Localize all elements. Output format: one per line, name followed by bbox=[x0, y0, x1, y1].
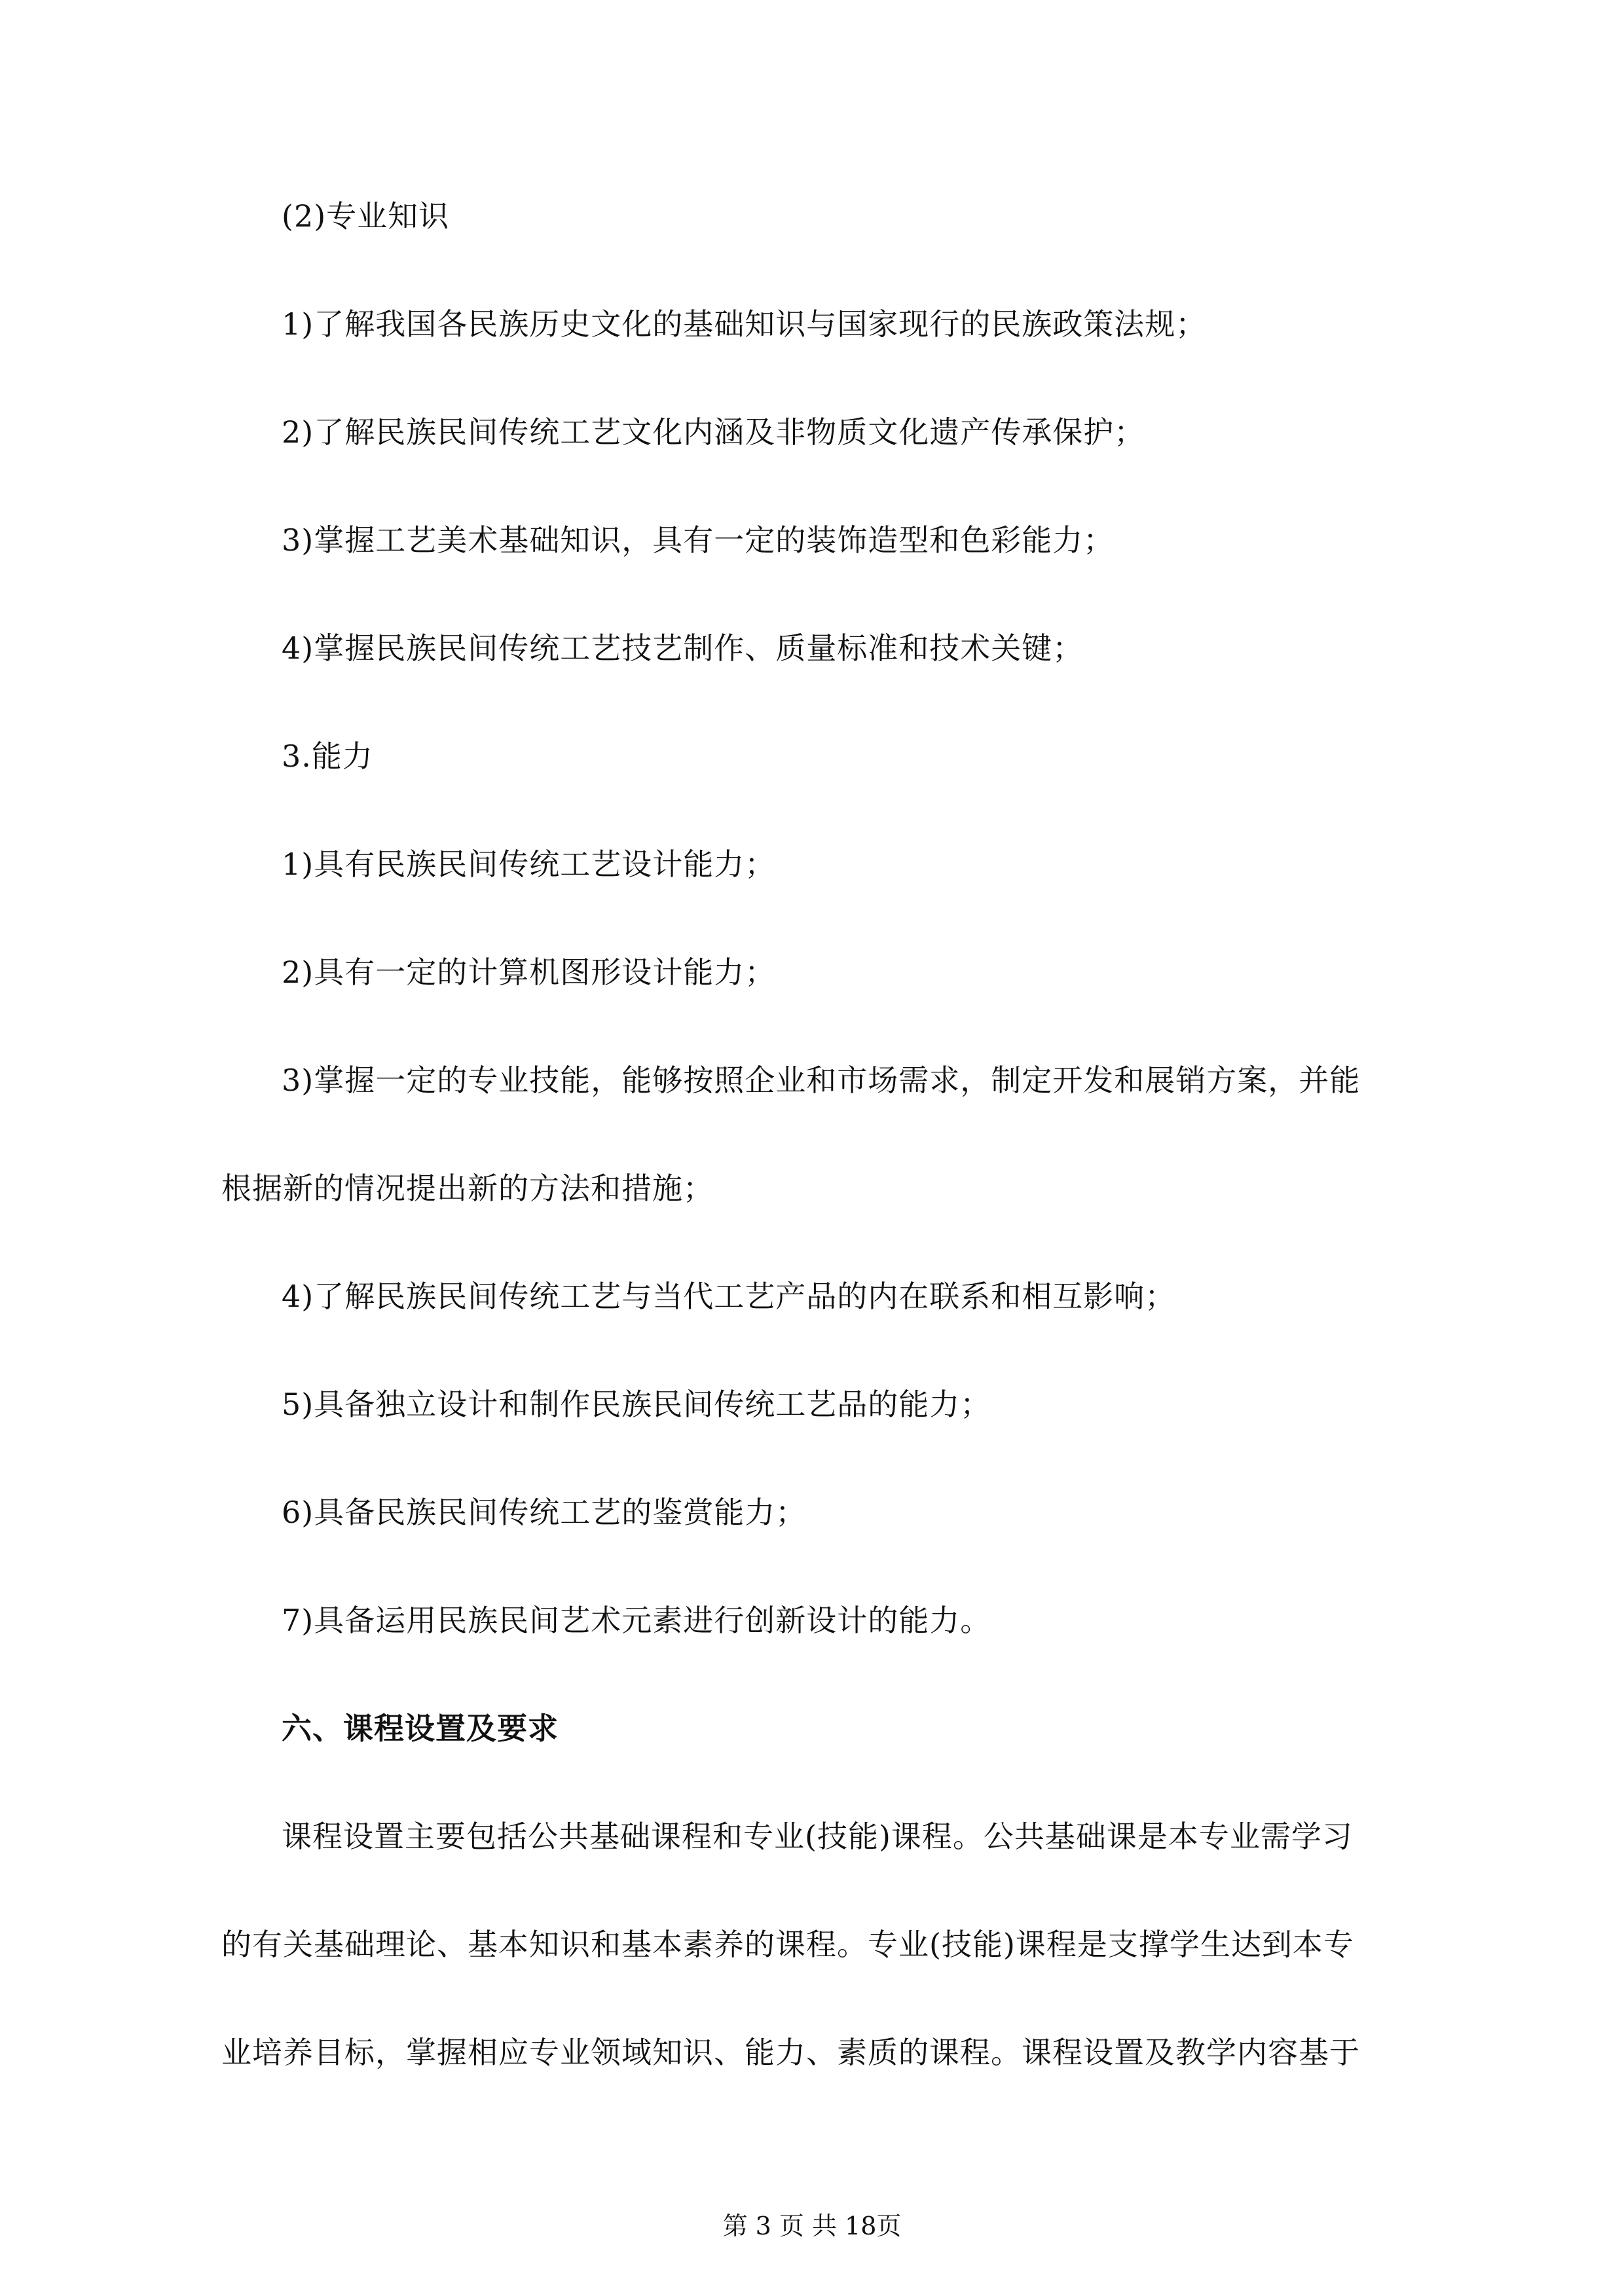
section-heading-curriculum: 六、课程设置及要求 bbox=[282, 1711, 559, 1746]
section-heading-professional-knowledge: (2)专业知识 bbox=[282, 198, 450, 234]
list-item-knowledge-2: 2)了解民族民间传统工艺文化内涵及非物质文化遗产传承保护； bbox=[282, 414, 1145, 450]
list-item-ability-3-continued: 根据新的情况提出新的方法和措施； bbox=[221, 1171, 714, 1206]
paragraph-curriculum-line-3: 业培养目标，掌握相应专业领域知识、能力、素质的课程。课程设置及教学内容基于 bbox=[221, 2035, 1360, 2070]
section-heading-ability: 3.能力 bbox=[282, 738, 373, 774]
list-item-ability-4: 4)了解民族民间传统工艺与当代工艺产品的内在联系和相互影响； bbox=[282, 1279, 1176, 1314]
paragraph-curriculum-line-1: 课程设置主要包括公共基础课程和专业(技能)课程。公共基础课是本专业需学习 bbox=[282, 1819, 1353, 1854]
list-item-ability-2: 2)具有一定的计算机图形设计能力； bbox=[282, 955, 776, 990]
paragraph-curriculum-line-2: 的有关基础理论、基本知识和基本素养的课程。专业(技能)课程是支撑学生达到本专 bbox=[221, 1927, 1354, 1962]
list-item-ability-7: 7)具备运用民族民间艺术元素进行创新设计的能力。 bbox=[282, 1603, 991, 1638]
list-item-knowledge-4: 4)掌握民族民间传统工艺技艺制作、质量标准和技术关键； bbox=[282, 630, 1084, 666]
list-item-knowledge-1: 1)了解我国各民族历史文化的基础知识与国家现行的民族政策法规； bbox=[282, 306, 1207, 342]
list-item-ability-6: 6)具备民族民间传统工艺的鉴赏能力； bbox=[282, 1495, 807, 1530]
list-item-ability-1: 1)具有民族民间传统工艺设计能力； bbox=[282, 847, 776, 882]
page-number-footer: 第 3 页 共 18页 bbox=[722, 2212, 902, 2240]
list-item-ability-5: 5)具备独立设计和制作民族民间传统工艺品的能力； bbox=[282, 1387, 991, 1422]
list-item-ability-3: 3)掌握一定的专业技能，能够按照企业和市场需求，制定开发和展销方案，并能 bbox=[282, 1063, 1361, 1098]
list-item-knowledge-3: 3)掌握工艺美术基础知识，具有一定的装饰造型和色彩能力； bbox=[282, 522, 1115, 558]
